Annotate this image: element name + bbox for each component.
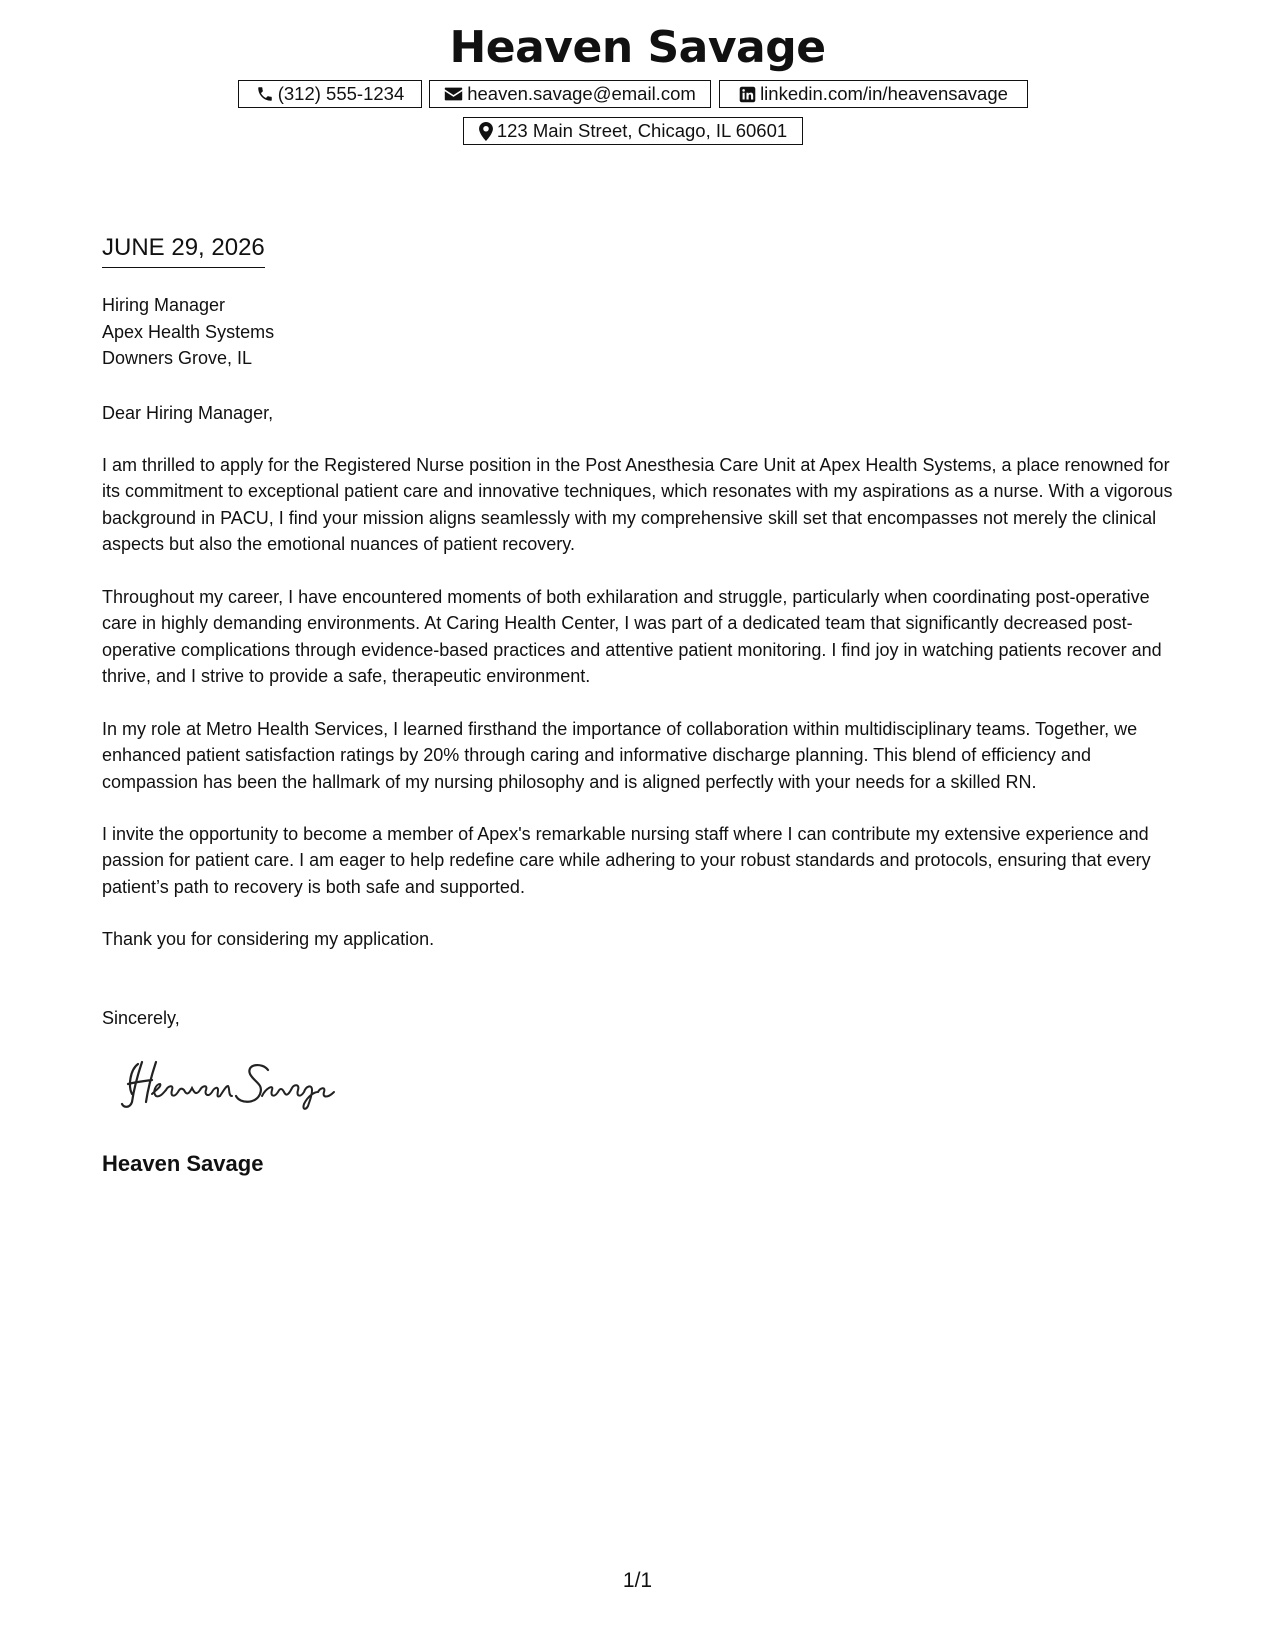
contact-linkedin (719, 80, 1028, 108)
contact-address (463, 117, 803, 145)
envelope-icon (444, 86, 463, 102)
closing: Sincerely, (102, 1008, 180, 1028)
contact-address-text: 123 Main Street, Chicago, IL 60601 (496, 120, 788, 141)
applicant-name: Heaven Savage (449, 22, 826, 73)
letter-date: JUNE 29, 2026 (102, 234, 265, 268)
salutation: Dear Hiring Manager, (102, 403, 274, 423)
body-paragraph: In my role at Metro Health Services, I learned firsthand the importance of collaboration within multidisciplinary teams. Together, we enhanced patient satisfaction ratings by 20% through caring and informative discharge planning. This blend of efficiency and compassion has been the hallmark of my nursing philosophy and is aligned perfectly with your needs for a skilled RN. (102, 719, 1138, 792)
body-paragraph: Thank you for considering my application. (102, 929, 435, 949)
recipient-location: Downers Grove, IL (102, 348, 253, 368)
contact-email (429, 80, 711, 108)
body-paragraph: I am thrilled to apply for the Registered Nurse position in the Post Anesthesia Care Unit at Apex Health Systems, a place renowned for its commitment to exceptional patient care and innovative techniques, which resonates with my aspirations as a nurse. With a vigorous background in PACU, I find your mission aligns seamlessly with my comprehensive skill set that encompasses not merely the clinical aspects but also the emotional nuances of patient recovery. (102, 455, 1173, 555)
contact-phone (238, 80, 422, 108)
map-pin-icon (479, 122, 493, 141)
contact-phone-text: (312) 555-1234 (277, 83, 405, 104)
page-number: 1/1 (622, 1569, 653, 1592)
body-paragraph: Throughout my career, I have encountered moments of both exhilaration and struggle, particularly when coordinating post-operative care in highly demanding environments. At Caring Health Center, I was part of a dedicated team that significantly decreased post-operative complications through evidence-based practices and attentive patient monitoring. I find joy in watching patients recover and thrive, and I strive to provide a safe, therapeutic environment. (102, 587, 1162, 687)
signer-name: Heaven Savage (102, 1151, 264, 1176)
linkedin-icon (739, 86, 756, 103)
contact-email-text: heaven.savage@email.com (467, 83, 696, 104)
recipient-block (102, 292, 274, 372)
handwritten-signature (118, 1056, 353, 1117)
recipient-title: Hiring Manager (102, 295, 226, 315)
recipient-company: Apex Health Systems (102, 321, 275, 342)
phone-icon (256, 85, 274, 103)
contact-linkedin-text: linkedin.com/in/heavensavage (760, 83, 1008, 104)
body-paragraph: I invite the opportunity to become a member of Apex's remarkable nursing staff where I can contribute my extensive experience and passion for patient care. I am eager to help redefine care while adhering to your robust standards and protocols, ensuring that every patient’s path to recovery is both safe and supported. (102, 824, 1151, 897)
